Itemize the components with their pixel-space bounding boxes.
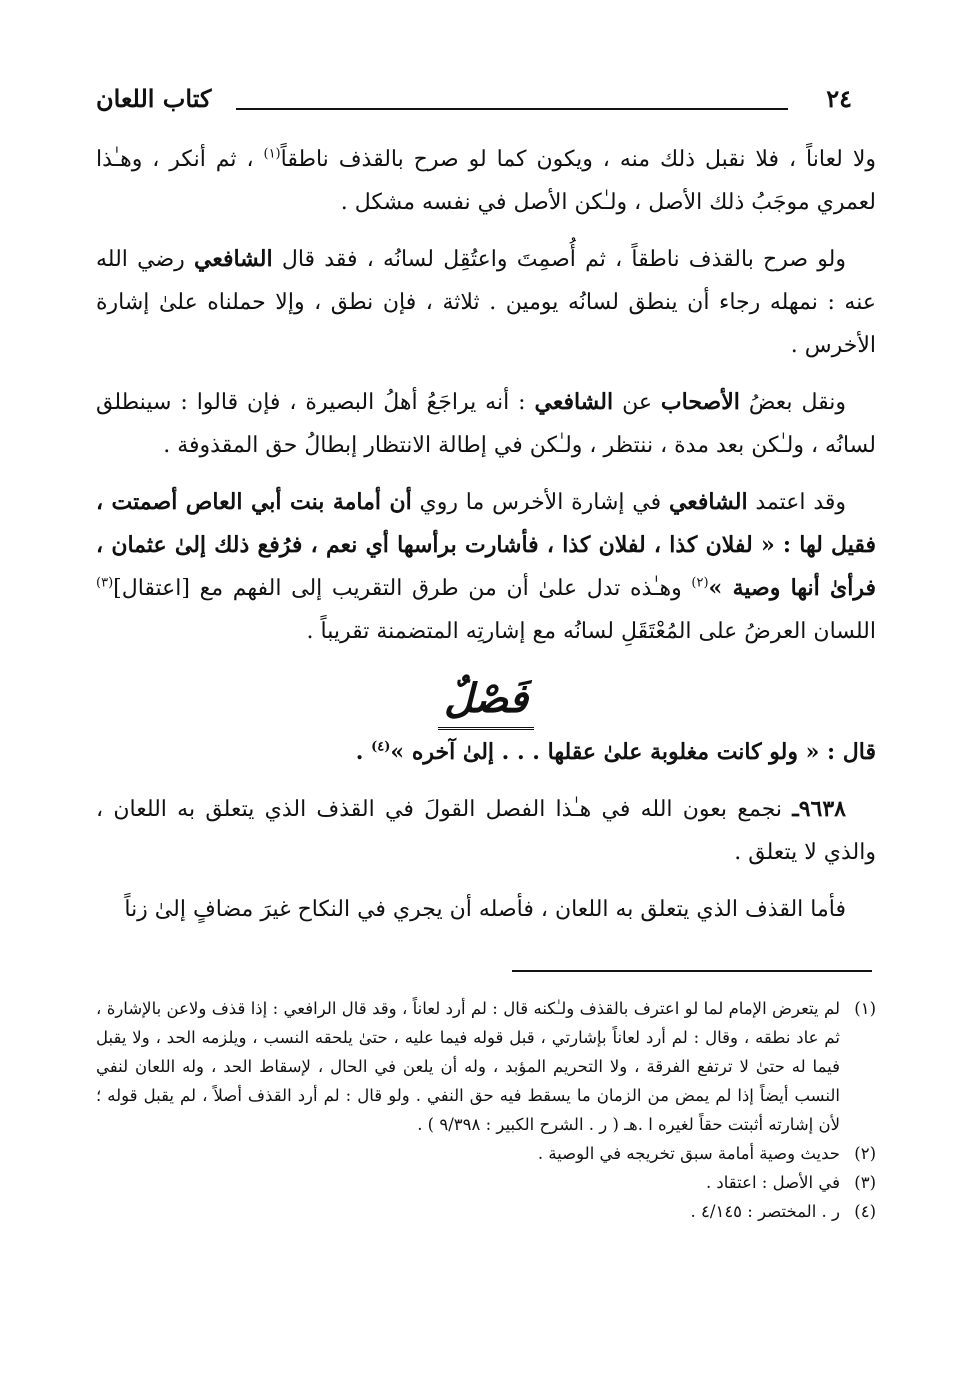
text-run: ، ثم أنكر ، وهـٰذا لعمري موجَبُ ذلك الأصل ، ولـٰكن الأصل في نفسه مشكل .: [96, 147, 876, 215]
footnote-number: (١): [854, 999, 876, 1018]
footnote-rule: [512, 970, 872, 972]
running-title: كتاب اللعان: [96, 84, 212, 113]
heading-text: قال : « ولو كانت مغلوبة علىٰ عقلها . . . إلىٰ آخره »: [390, 739, 876, 765]
footnote-3: [96, 1168, 876, 1197]
footnote-1: [96, 994, 876, 1139]
header-rule: [236, 108, 788, 110]
footnote-number: (٤): [854, 1202, 876, 1221]
footnote-number: (٢): [854, 1144, 876, 1163]
section-heading: [96, 731, 876, 774]
fasl-calligraphy: فَصْلٌ: [438, 671, 534, 730]
text-run: فأما القذف الذي يتعلق به اللعان ، فأصله أن يجري في النكاح غيرَ مضافٍ إلىٰ زناً: [124, 897, 846, 922]
paragraph-3: [96, 381, 876, 467]
paragraph-number: ٩٦٣٨ـ: [792, 796, 846, 822]
footnote-ref-2: (٢): [691, 575, 709, 591]
text-run: وقد اعتمد: [747, 490, 847, 515]
main-text: [96, 138, 876, 945]
bold-name: الشافعي: [668, 489, 748, 515]
footnote-text: حديث وصية أمامة سبق تخريجه في الوصية .: [537, 1144, 840, 1163]
footnote-text: لم يتعرض الإمام لما لو اعترف بالقذف ولـٰكنه قال : لم أرد لعاناً ، وقد قال الرافعي : إذا قذف ولاعن بالإشارة ، ثم عاد نطقه ، وقال : لم أرد لعاناً بإشارتي ، قبل قوله فيما عليه ، حتىٰ يلحقه النسب ، ويلزمه الحد ، ولا يقبل فيما له حتىٰ لا ترتفع الفرقة ، ولا التحريم المؤبد ، وله أن يلعن في الحال ، لإسقاط الحد ، وله اللعان لنفي النسب أيضاً إذا لم يمض من الزمان ما يسقط فيه حق النفي . ولو قال : لم أرد القذف أصلاً ، لم يقبل قوله ؛ لأن إشارته أثبتت حقاً لغيره ا .هـ ( ر . الشرح الكبير : ٩/٣٩٨ ) .: [96, 999, 840, 1134]
text-run: : أنه يراجَعُ أهلُ البصيرة ، فإن قالوا : سينطلق لسانُه ، ولـٰكن بعد مدة ، ننتظر ، ولـٰكن في إطالة الانتظار إبطالُ حق المقذوفة .: [96, 390, 876, 458]
text-run: وهـٰذه تدل علىٰ أن من طرق التقريب إلى الفهم مع [اعتقال]: [113, 576, 692, 601]
paragraph-2: [96, 238, 876, 367]
text-run: عن: [613, 390, 661, 415]
footnote-2: [96, 1139, 876, 1168]
text-run: ولا لعاناً ، فلا نقبل ذلك منه ، ويكون كما لو صرح بالقذف ناطقاً: [280, 147, 876, 172]
page-header: [96, 84, 876, 118]
bold-name: الأصحاب: [660, 389, 740, 415]
paragraph-6: [96, 888, 876, 931]
footnote-text: ر . المختصر : ٤/١٤٥ .: [690, 1202, 840, 1221]
text-run: ولو صرح بالقذف ناطقاً ، ثم أُصمِتَ واعتُقِل لسانُه ، فقد قال: [272, 247, 846, 272]
text-run: نجمع بعون الله في هـٰذا الفصل القولَ في القذف الذي يتعلق به اللعان ، والذي لا يتعلق .: [96, 797, 876, 865]
footnote-ref-3: (٣): [96, 575, 114, 591]
text-run: رضي الله عنه : نمهله رجاء أن ينطق لسانُه يومين . ثلاثة ، فإن نطق ، وإلا حملناه علىٰ إشارة الأخرس .: [96, 247, 876, 358]
text-run: في إشارة الأخرس ما روي: [411, 490, 669, 515]
footnote-4: [96, 1197, 876, 1226]
footnote-number: (٣): [854, 1173, 876, 1192]
bold-hadith: أن أمامة بنت أبي العاص أصمتت ، فقيل لها : « لفلان كذا ، لفلان كذا ، فأشارت برأسها أي نعم ، فرُفع ذلك إلىٰ عثمان ، فرأىٰ أنها وصية »: [96, 489, 876, 601]
text-run: ونقل بعضُ: [739, 390, 846, 415]
footnote-ref-4: (٤): [371, 739, 391, 755]
bold-name: الشافعي: [534, 389, 614, 415]
paragraph-4: [96, 481, 876, 653]
text-run: اللسان العرضُ على المُعْتَقَلِ لسانُه مع إشارتِه المتضمنة تقريباً .: [306, 619, 876, 644]
text-run: .: [355, 739, 372, 765]
paragraph-5: [96, 788, 876, 874]
footnote-ref-1: (١): [263, 146, 281, 162]
bold-name: الشافعي: [194, 246, 273, 272]
page-number: ٢٤: [826, 84, 852, 113]
section-ornament: [96, 671, 876, 731]
footnote-text: في الأصل : اعتقاد .: [705, 1173, 840, 1192]
paragraph-1: [96, 138, 876, 224]
footnotes: [96, 994, 876, 1226]
